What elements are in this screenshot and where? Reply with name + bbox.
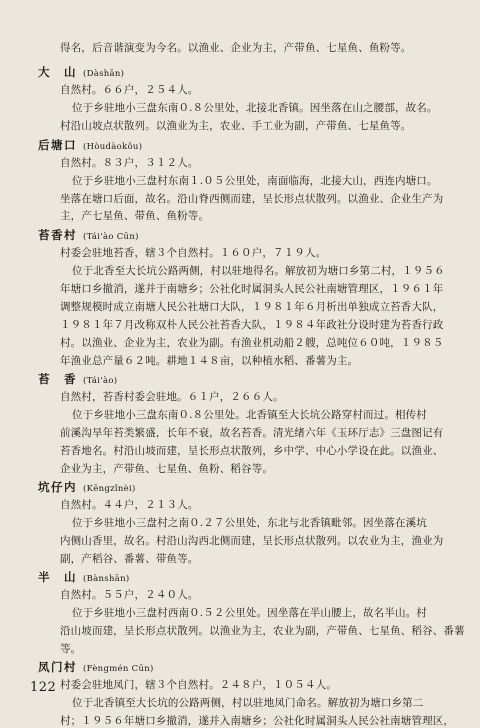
text-line: 位于北香至大长坑公路两侧，村以驻地得名。解放初为塘口乡第二村，１９５６	[72, 265, 445, 277]
entry-romanization: (Hòudàokǒu)	[83, 142, 143, 152]
text-line: 年塘口乡撤消，遂并于南塘乡；公社化时属洞头人民公社南塘管理区，１９６１年	[60, 283, 444, 295]
text-line: 自然村，苔香村委会驻地。６１户，２６６人。	[60, 391, 284, 403]
text-line: 副，产稻谷、番薯、带鱼等。	[60, 553, 199, 565]
text-line: 企业为主，产带鱼、七星鱼、鱼粉、稻谷等。	[60, 463, 273, 475]
text-line: 村委会驻地苔香，辖３个自然村。１６０户，７１９人。	[60, 247, 327, 259]
text-line: 村。以渔业、企业为主，农业为副。有渔业机动船２艘，总吨位６０吨，１９８５	[60, 337, 444, 349]
text-line: 自然村。５５户，２４０人。	[60, 589, 199, 601]
entry-name: 坑仔内	[38, 480, 77, 494]
entry-heading	[0, 373, 480, 388]
text-line: 坐落在塘口后面，故名。沿山脊西侧而建，呈长形点状散列。以渔业、企业生产为	[60, 193, 444, 205]
entry-heading	[0, 571, 480, 586]
text-line: 年渔业总产量６２吨。耕地１４８亩，以种植水稻、番薯为主。	[60, 355, 359, 367]
entry-name: 凤门村	[38, 660, 77, 674]
text-line: １９８１年７月改称双朴人民公社苔香大队，１９８４年政社分设时建为苔香行政	[60, 319, 444, 331]
text-line: 位于乡驻地小三盘村东南１.０５公里处，南面临海，北接大山，西连内塘口。	[72, 175, 438, 187]
text-line: 前溪沟旱年苔类繁盛，长年不衰，故名苔香。清光绪六年《玉环厅志》三盘图记有	[60, 427, 444, 439]
entry-romanization: (Dàshān)	[83, 69, 125, 79]
text-line: 位于乡驻地小三盘村西南０.５２公里处。因坐落在半山腰上，故名半山。村	[72, 607, 427, 619]
text-line: 自然村。８３户，３１２人。	[60, 157, 199, 169]
entry-name: 大 山	[38, 65, 77, 79]
text-line: 得名，后音谐演变为今名。以渔业、企业为主，产带鱼、七星鱼、鱼粉等。	[60, 42, 412, 54]
text-line: 位于乡驻地小三盘村之南０.２７公里处，东北与北香镇毗邻。因坐落在溪坑	[72, 517, 427, 529]
entry-romanization: (Tái'ào Cūn)	[83, 232, 139, 242]
text-line: 位于北香镇至大长坑的公路两侧，村以驻地凤门命名。解放初为塘口乡第二	[72, 697, 424, 709]
entry-heading	[0, 229, 480, 244]
entry-romanization: (Bànshān)	[83, 574, 130, 584]
text-line: 调整规模时成立南塘人民公社塘口大队，１９８１年６月析出单独成立苔香大队，	[60, 301, 444, 313]
text-line: 内侧山香里，故名。村沿山沟西北侧而建，呈长形点状散列。以农业为主，渔业为	[60, 535, 444, 547]
page-number: 122	[30, 680, 57, 695]
entry-romanization: (Fèngmén Cūn)	[83, 664, 154, 674]
text-line: 等。	[60, 643, 82, 655]
entry-name: 后塘口	[38, 138, 77, 152]
text-line: 村委会驻地凤门，辖３个自然村。２４８户，１０５４人。	[60, 679, 337, 691]
entry-romanization: (Kēngzǐnèi)	[83, 484, 136, 494]
text-line: 位于乡驻地小三盘东南０.８公里处，北接北香镇。因坐落在山之腰部，故名。	[72, 102, 438, 114]
entry-heading	[0, 481, 480, 496]
text-line: 村沿山坡点状散列。以渔业为主，农业、手工业为副，产带鱼、七星鱼等。	[60, 120, 412, 132]
text-line: 苔香地名。村沿山坡而建，呈长形点状散列，乡中学、中心小学设在此。以渔业、	[60, 445, 444, 457]
entry-name: 半 山	[38, 570, 77, 584]
text-line: 村；１９５６年塘口乡撤消，遂并入南塘乡；公社化时属洞头人民公社南塘管理区，	[60, 715, 455, 727]
text-line: 位于乡驻地小三盘东南０.８公里处。北香镇至大长坑公路穿村而过。相传村	[72, 409, 427, 421]
text-line: 沿山坡而建，呈长形点状散列。以渔业为主，农业为副，产带鱼、七星鱼、稻谷、番薯	[60, 625, 465, 637]
text-line: 自然村。６６户，２５４人。	[60, 84, 199, 96]
entry-heading	[0, 66, 480, 81]
entry-heading	[0, 661, 480, 676]
text-line: 自然村。４４户，２１３人。	[60, 499, 199, 511]
entry-romanization: (Tái'ào)	[83, 376, 118, 386]
entry-name: 苔 香	[38, 372, 77, 386]
entry-name: 苔香村	[38, 228, 77, 242]
entry-heading	[0, 139, 480, 154]
text-line: 主，产七星鱼、带鱼、鱼粉等。	[60, 210, 210, 222]
